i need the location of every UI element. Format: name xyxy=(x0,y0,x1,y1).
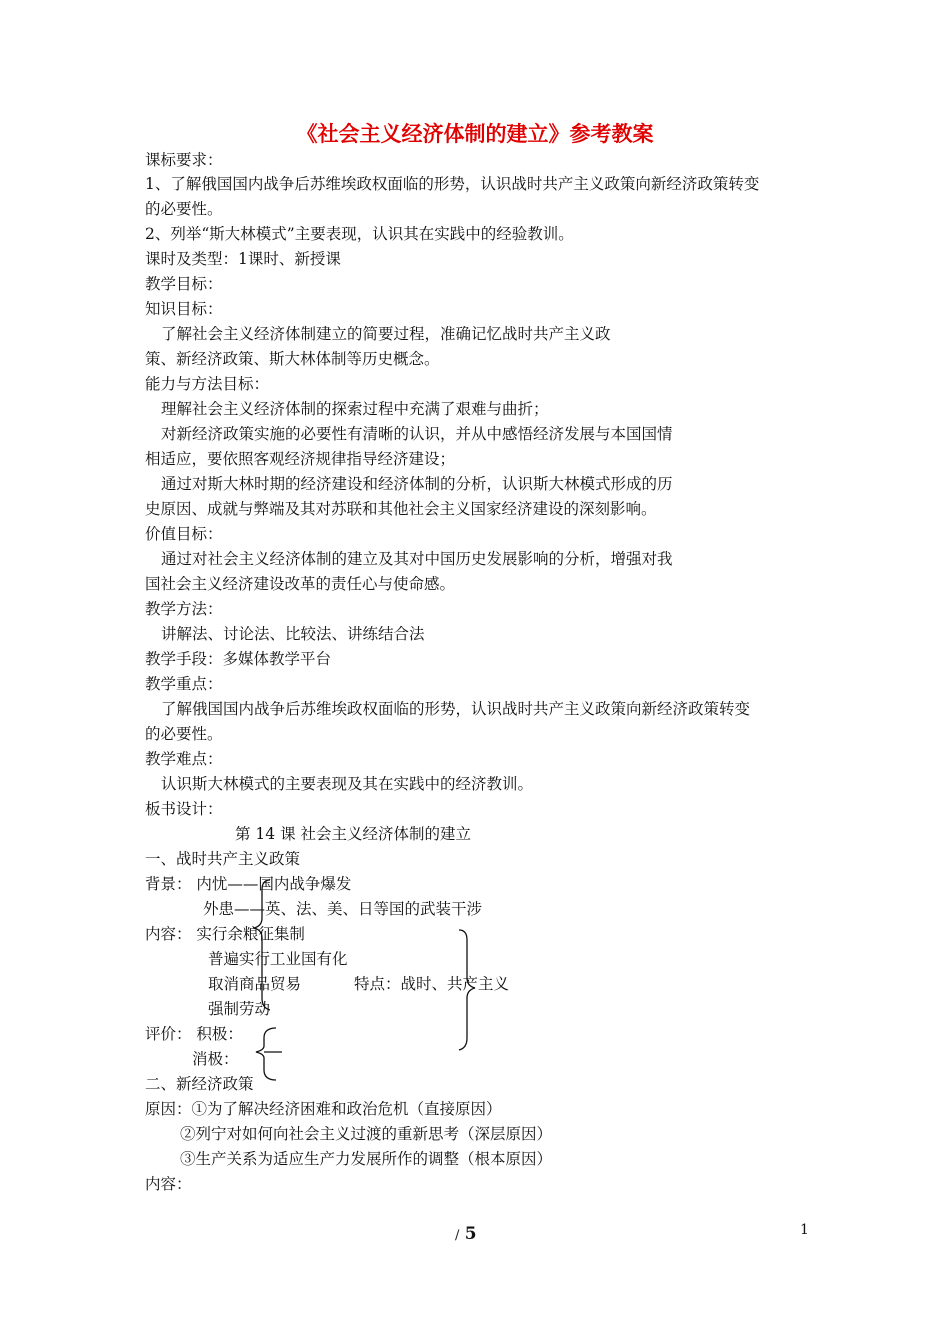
text-line: ②列宁对如何向社会主义过渡的重新思考（深层原因） xyxy=(180,1125,553,1143)
text-line: 2、列举“斯大林模式”主要表现，认识其在实践中的经验教训。 xyxy=(145,225,574,243)
text-line: 第 14 课 社会主义经济体制的建立 xyxy=(235,825,472,843)
text-line: 教学方法： xyxy=(145,600,223,618)
text-line: 特点：战时、共产主义 xyxy=(354,975,510,993)
text-line: 消极： xyxy=(192,1050,239,1068)
text-line: 认识斯大林模式的主要表现及其在实践中的经济教训。 xyxy=(161,775,534,793)
text-line: 的必要性。 xyxy=(145,200,223,218)
text-line: 评价： 积极： xyxy=(145,1025,243,1043)
text-line: 课时及类型：1课时、新授课 xyxy=(145,250,341,268)
text-line: 了解俄国国内战争后苏维埃政权面临的形势，认识战时共产主义政策向新经济政策转变 xyxy=(161,700,751,718)
text-line: 通过对斯大林时期的经济建设和经济体制的分析，认识斯大林模式形成的历 xyxy=(161,475,673,493)
text-line: 背景： 内忧——国内战争爆发 xyxy=(145,875,352,893)
text-line: 原因：①为了解决经济困难和政治危机（直接原因） xyxy=(145,1100,502,1118)
text-line: 1、了解俄国国内战争后苏维埃政权面临的形势，认识战时共产主义政策向新经济政策转变 xyxy=(145,175,760,193)
text-line: 普遍实行工业国有化 xyxy=(208,950,348,968)
text-line: 相适应，要依照客观经济规律指导经济建设； xyxy=(145,450,456,468)
text-line: 一、战时共产主义政策 xyxy=(145,850,301,868)
text-line: 外患——英、法、美、日等国的武装干涉 xyxy=(203,900,483,918)
text-line: 策、新经济政策、斯大林体制等历史概念。 xyxy=(145,350,440,368)
text-line: 讲解法、讨论法、比较法、讲练结合法 xyxy=(161,625,425,643)
text-line: 能力与方法目标： xyxy=(145,375,270,393)
text-line: 教学手段：多媒体教学平台 xyxy=(145,650,332,668)
page-count-slash: / xyxy=(455,1228,460,1243)
text-line: ③生产关系为适应生产力发展所作的调整（根本原因） xyxy=(180,1150,553,1168)
text-line: 国社会主义经济建设改革的责任心与使命感。 xyxy=(145,575,456,593)
text-line: 了解社会主义经济体制建立的简要过程，准确记忆战时共产主义政 xyxy=(161,325,611,343)
text-line: 课标要求： xyxy=(145,151,223,169)
text-line: 内容： 实行余粮征集制 xyxy=(145,925,305,943)
page-count xyxy=(455,1224,477,1244)
text-line: 教学重点： xyxy=(145,675,223,693)
text-line: 理解社会主义经济体制的探索过程中充满了艰难与曲折； xyxy=(161,400,549,418)
text-line: 知识目标： xyxy=(145,300,223,318)
text-line: 通过对社会主义经济体制的建立及其对中国历史发展影响的分析，增强对我 xyxy=(161,550,673,568)
left-brace-lower xyxy=(250,1026,290,1106)
page-count-total: 5 xyxy=(464,1224,477,1244)
text-line: 内容： xyxy=(145,1175,192,1193)
document-title: 《社会主义经济体制的建立》参考教案 xyxy=(296,121,654,146)
text-line: 取消商品贸易 xyxy=(208,975,302,993)
page-number: 1 xyxy=(800,1222,809,1238)
text-line: 强制劳动 xyxy=(208,1000,271,1018)
text-line: 价值目标： xyxy=(145,525,223,543)
text-line: 史原因、成就与弊端及其对苏联和其他社会主义国家经济建设的深刻影响。 xyxy=(145,500,657,518)
text-line: 板书设计： xyxy=(145,800,223,818)
text-line: 对新经济政策实施的必要性有清晰的认识，并从中感悟经济发展与本国国情 xyxy=(161,425,673,443)
text-line: 教学目标： xyxy=(145,275,223,293)
text-line: 二、新经济政策 xyxy=(145,1075,254,1093)
right-brace xyxy=(455,928,485,1058)
text-line: 的必要性。 xyxy=(145,725,223,743)
text-line: 教学难点： xyxy=(145,750,223,768)
